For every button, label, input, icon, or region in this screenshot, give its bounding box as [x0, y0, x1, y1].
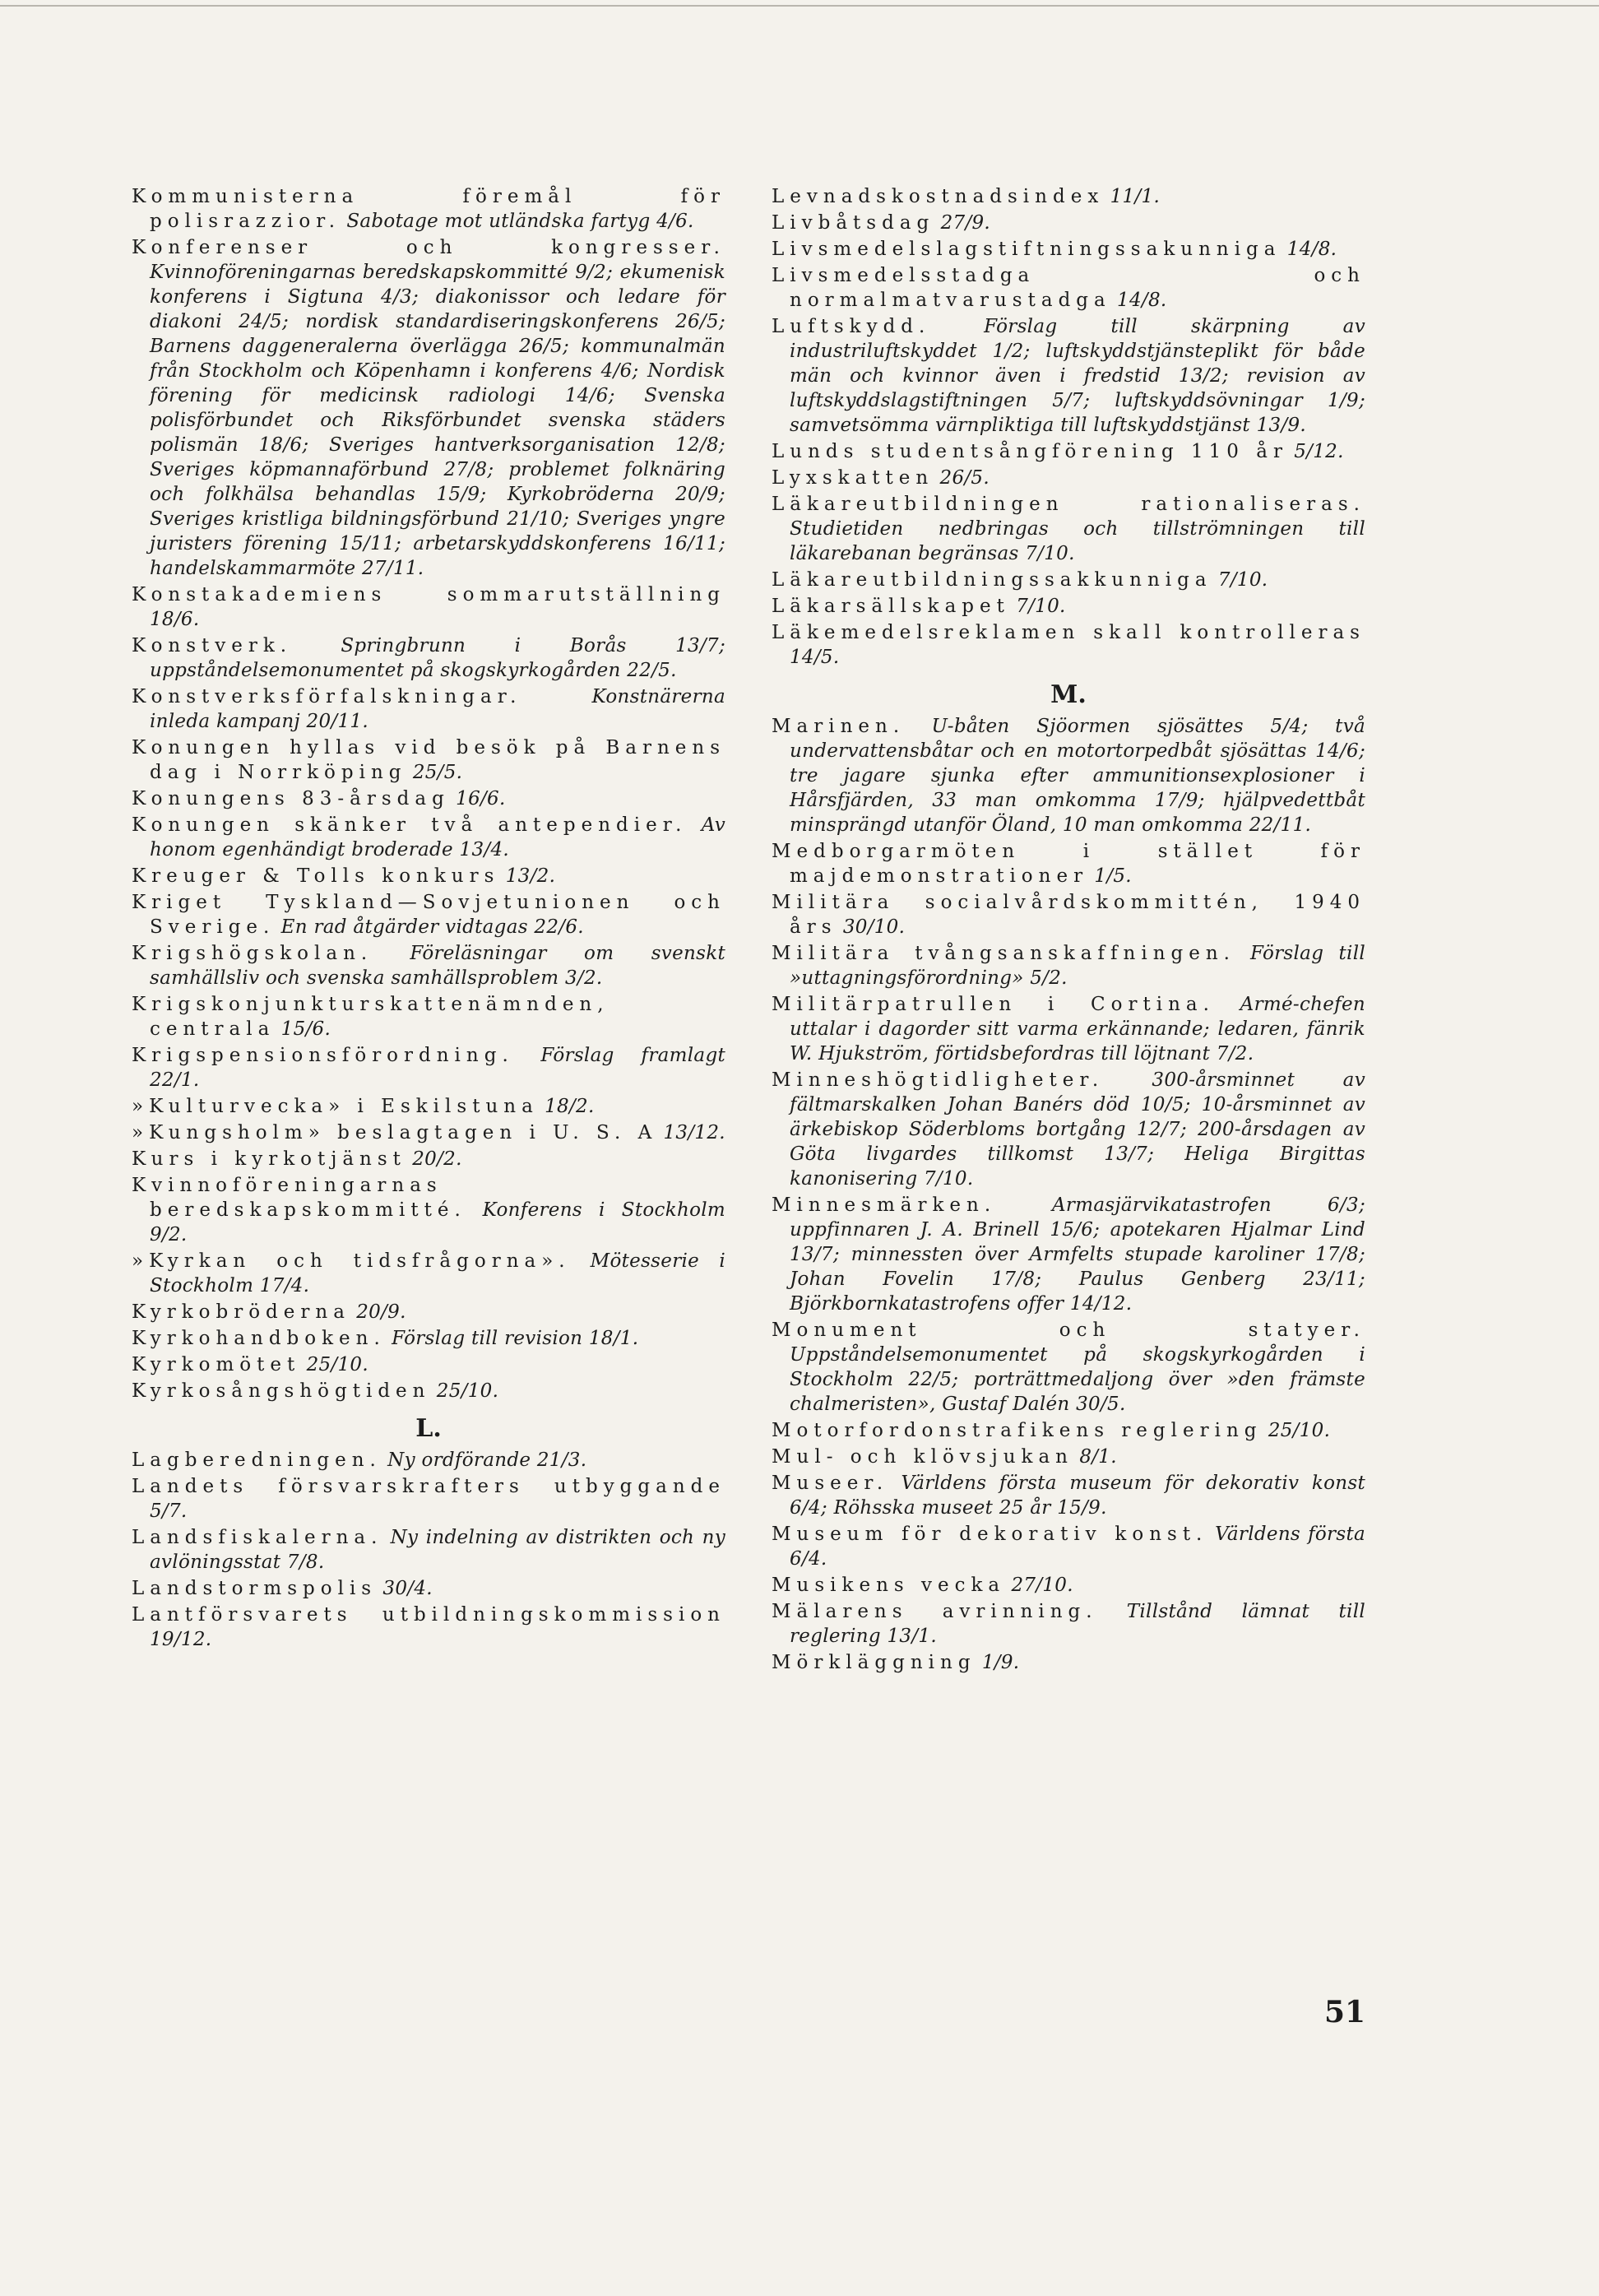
index-entry [772, 594, 1365, 619]
entry-text: Uppståndelsemonumentet på skogskyrkogården i Stockholm 22/5; porträttmedaljong över »den främste chalmeristen», Gustaf Dalén 30/5. [790, 1344, 1365, 1415]
index-entry [772, 1445, 1365, 1469]
index-entry [132, 1576, 725, 1601]
entry-text: 5/12. [1294, 441, 1344, 462]
entry-text: 14/8. [1286, 239, 1337, 260]
entry-text: Konstnärerna inleda kampanj 20/11. [150, 686, 725, 732]
entry-heading: Museum för dekorativ konst. [772, 1524, 1208, 1545]
entry-heading: Landets försvarskrafters utbyggande [132, 1476, 725, 1497]
entry-text: Världens första 6/4. [790, 1524, 1365, 1570]
index-entry [132, 1120, 725, 1145]
entry-heading: Militärpatrullen i Cortina. [772, 994, 1215, 1015]
entry-heading: Kyrkohandboken. [132, 1328, 386, 1349]
entry-text: 18/2. [545, 1096, 595, 1117]
index-entry [132, 1173, 725, 1247]
entry-heading: Krigspensionsförordning. [132, 1045, 514, 1066]
entry-text: Konferens i Stockholm 9/2. [150, 1199, 726, 1245]
entry-heading: Konungen skänker två antependier. [132, 814, 688, 836]
entry-heading: Kriget Tyskland—Sovjetunionen och Sverige. [132, 892, 725, 938]
entry-text: 5/7. [150, 1501, 188, 1522]
index-entry [772, 1418, 1365, 1443]
entry-heading: Kyrkobröderna [132, 1301, 350, 1323]
entry-heading: Kurs i kyrkotjänst [132, 1148, 406, 1170]
index-entry [772, 314, 1365, 438]
entry-heading: Livsmedelslagstiftningssakunniga [772, 239, 1282, 260]
index-entry [132, 1249, 725, 1298]
index-entry [772, 1318, 1365, 1417]
entry-text: 15/6. [280, 1018, 331, 1040]
entry-text: Springbrunn i Borås 13/7; uppståndelsemonumentet på skogskyrkogården 22/5. [150, 635, 725, 681]
entry-heading: Läkemedelsreklamen skall kontrolleras [772, 622, 1365, 643]
entry-heading: Kyrkosångshögtiden [132, 1380, 431, 1402]
entry-text: 13/12. [663, 1122, 725, 1143]
entry-text: U-båten Sjöormen sjösättes 5/4; två undervattensbåtar och en motortorpedbåt sjösättas 14/6; tre jagare sjunka efter ammunitionsexplosioner i Hårsfjärden, 33 man omkomma 17/9; hjälpvedettbåt minsprängd utanför Öland, 10 man omkomma 22/11. [790, 716, 1365, 836]
entry-heading: »Kulturvecka» i Eskilstuna [132, 1096, 539, 1117]
index-entry [132, 1147, 725, 1171]
entry-heading: Lantförsvarets utbildningskommission [132, 1604, 725, 1626]
entry-heading: Mörkläggning [772, 1652, 976, 1673]
entry-text: 25/10. [306, 1354, 368, 1375]
top-rule [0, 5, 1599, 7]
entry-heading: Museer. [772, 1473, 889, 1494]
section-letter-l: L. [415, 1414, 442, 1443]
index-entry [772, 237, 1365, 262]
entry-heading: Levnadskostnadsindex [772, 186, 1105, 207]
entry-heading: Krigshögskolan. [132, 943, 373, 964]
entry-heading: Krigskonjunkturskattenämnden, centrala [132, 994, 609, 1040]
entry-heading: Minnesmärken. [772, 1194, 997, 1216]
index-entry [772, 620, 1365, 670]
entry-heading: Kreuger & Tolls konkurs [132, 865, 500, 887]
entry-text: 1/5. [1094, 865, 1132, 887]
entry-heading: Livbåtsdag [772, 212, 935, 234]
index-entry [132, 735, 725, 785]
index-entry [772, 439, 1365, 464]
right-column [772, 184, 1365, 1677]
entry-text: 26/5. [939, 467, 990, 489]
index-entry [132, 813, 725, 862]
entry-heading: Landsfiskalerna. [132, 1527, 383, 1548]
entry-text: 25/5. [412, 762, 463, 783]
entry-heading: Militära tvångsanskaffningen. [772, 943, 1235, 964]
index-entry [132, 1448, 725, 1473]
entry-heading: Kvinnoföreningarnas beredskapskommitté. [132, 1175, 466, 1221]
entry-heading: Konstverk. [132, 635, 293, 656]
entry-text: Tillstånd lämnat till reglering 13/1. [790, 1601, 1366, 1647]
index-entry [772, 1471, 1365, 1520]
index-entry [132, 235, 725, 581]
entry-text: 20/9. [356, 1301, 406, 1323]
index-entry [132, 582, 725, 632]
entry-heading: Marinen. [772, 716, 906, 737]
entry-text: 19/12. [150, 1629, 212, 1650]
entry-heading: Lyxskatten [772, 467, 934, 489]
entry-text: 7/10. [1016, 596, 1066, 617]
index-entry [132, 992, 725, 1041]
index-entry [132, 890, 725, 939]
entry-text: 13/2. [505, 865, 556, 887]
entry-text: Studietiden nedbringas och tillströmningen till läkarebanan begränsas 7/10. [790, 518, 1365, 564]
index-entry [132, 786, 725, 811]
entry-heading: Läkareutbildningssakkunniga [772, 569, 1212, 591]
entry-text: 8/1. [1079, 1446, 1117, 1468]
entry-heading: Kyrkomötet [132, 1354, 301, 1375]
index-entry [132, 1474, 725, 1524]
entry-text: 16/6. [456, 788, 506, 809]
entry-heading: Musikens vecka [772, 1575, 1006, 1596]
index-entry [132, 1300, 725, 1324]
index-entry [772, 1650, 1365, 1675]
entry-heading: Militära socialvårdskommittén, 1940 års [772, 892, 1365, 938]
entry-heading: Konferenser och kongresser. [132, 237, 725, 258]
index-entry [132, 184, 725, 234]
entry-heading: Konungen hyllas vid besök på Barnens dag i Norrköping [132, 737, 725, 783]
entry-heading: Läkareutbildningen rationaliseras. [772, 494, 1365, 515]
entry-text: 7/10. [1217, 569, 1268, 591]
index-entry [772, 263, 1365, 313]
entry-heading: Konungens 83-årsdag [132, 788, 450, 809]
entry-text: Av honom egenhändigt broderade 13/4. [150, 814, 726, 860]
entry-text: Armasjärvikatastrofen 6/3; uppfinnaren J. A. Brinell 15/6; apotekaren Hjalmar Lind 13/7; minnessten över Armfelts stupade karoliner 17/8; Johan Fovelin 17/8; Paulus Genberg 23/11; Björkbornkatastrofens offer 14/12. [790, 1194, 1365, 1315]
index-entry [132, 1352, 725, 1377]
entry-text: Armé-chefen uttalar i dagorder sitt varma erkännande; ledaren, fänrik W. Hjukström, förtidsbefordras till löjtnant 7/2. [790, 994, 1366, 1065]
entry-text: 25/10. [1268, 1420, 1331, 1441]
entry-text: 27/9. [940, 212, 991, 234]
entry-text: 11/1. [1110, 186, 1161, 207]
index-entry [132, 1043, 725, 1092]
index-entry [132, 1094, 725, 1119]
entry-heading: Minneshögtidligheter. [772, 1069, 1105, 1091]
entry-heading: Mul- och klövsjukan [772, 1446, 1073, 1468]
entry-text: Världens första museum för dekorativ konst 6/4; Röhsska museet 25 år 15/9. [790, 1473, 1366, 1519]
entry-text: Sabotage mot utländska fartyg 4/6. [346, 211, 694, 232]
entry-heading: »Kyrkan och tidsfrågorna». [132, 1250, 571, 1272]
index-entry [772, 184, 1365, 209]
entry-text: Ny indelning av distrikten och ny avlöningsstat 7/8. [150, 1527, 725, 1573]
entry-text: 30/10. [842, 916, 906, 938]
entry-text: Kvinnoföreningarnas beredskapskommitté 9/2; ekumenisk konferens i Sigtuna 4/3; diakonissor och ledare för diakoni 24/5; nordisk standardiseringskonferens 26/5; Barnens daggeneralerna överlägga 26/5; kommunalmän från Stockholm och Köpenhamn i konferens 4/6; Nordisk förening för medicinsk radiologi 14/6; Svenska polisförbundet och Riksförbundet svenska städers polismän 18/6; Sveriges hantverksorganisation 12/8; Sveriges köpmannaförbund 27/8; problemet folknäring och folkhälsa behandlas 15/9; Kyrkobröderna 20/9; Sveriges kristliga bildningsförbund 21/10; Sveriges yngre juristers förening 15/11; arbetarskyddskonferens 16/11; handelskammarmöte 27/11. [150, 262, 725, 579]
index-entry [772, 1068, 1365, 1191]
entry-heading: Motorfordonstrafikens reglering [772, 1420, 1263, 1441]
entry-text: Förslag framlagt 22/1. [150, 1045, 726, 1091]
index-entry [772, 992, 1365, 1066]
index-entry [132, 1603, 725, 1652]
entry-heading: Luftskydd. [772, 316, 931, 337]
index-entry [772, 492, 1365, 566]
index-entry [132, 941, 725, 990]
index-entry [772, 1522, 1365, 1571]
index-entry [132, 1326, 725, 1351]
entry-text: Föreläsningar om svenskt samhällsliv och svenska samhällsproblem 3/2. [150, 943, 726, 989]
entry-text: En rad åtgärder vidtagas 22/6. [280, 916, 584, 938]
entry-heading: Lagberedningen. [132, 1449, 382, 1471]
index-entry [772, 1193, 1365, 1316]
entry-heading: Läkarsällskapet [772, 596, 1010, 617]
entry-heading: Monument och statyer. [772, 1320, 1365, 1341]
entry-heading: Konstakademiens sommarutställning [132, 584, 725, 605]
entry-heading: Mälarens avrinning. [772, 1601, 1098, 1622]
index-entry [772, 839, 1365, 888]
entry-text: Förslag till »uttagningsförordning» 5/2. [790, 943, 1366, 989]
entry-text: 18/6. [150, 609, 200, 630]
entry-heading: Livsmedelsstadga och normalmatvarustadga [772, 265, 1365, 311]
entry-heading: Konstverksförfalskningar. [132, 686, 522, 707]
entry-heading: Landstormspolis [132, 1578, 378, 1599]
index-entry [772, 568, 1365, 592]
index-entry [132, 684, 725, 734]
entry-text: Mötesserie i Stockholm 17/4. [150, 1250, 726, 1296]
entry-text: Förslag till skärpning av industriluftskyddet 1/2; luftskyddstjänsteplikt för både män och kvinnor även i fredstid 13/2; revision av luftskyddslagstiftningen 5/7; luftskyddsövningar 1/9; samvetsömma värnpliktiga till luftskyddstjänst 13/9. [790, 316, 1365, 436]
index-entry [132, 1379, 725, 1403]
entry-text: 27/10. [1011, 1575, 1073, 1596]
entry-heading: Medborgarmöten i stället för majdemonstrationer [772, 841, 1365, 887]
index-entry [772, 714, 1365, 837]
entry-text: 25/10. [436, 1380, 499, 1402]
entry-heading: »Kungsholm» beslagtagen i U. S. A [132, 1122, 658, 1143]
index-entry [772, 941, 1365, 990]
entry-text: 20/2. [412, 1148, 462, 1170]
entry-heading: Kommunisterna föremål för polisrazzior. [132, 186, 725, 232]
entry-heading: Lunds studentsångförening 110 år [772, 441, 1288, 462]
section-letter-m: M. [1050, 680, 1087, 709]
entry-text: Förslag till revision 18/1. [392, 1328, 639, 1349]
index-entry [772, 211, 1365, 235]
index-entry [132, 1525, 725, 1575]
entry-text: 30/4. [382, 1578, 433, 1599]
index-entry [132, 633, 725, 683]
index-entry [772, 890, 1365, 939]
entry-text: 300-årsminnet av fältmarskalken Johan Banérs död 10/5; 10-årsminnet av ärkebiskop Söderbloms bortgång 12/7; 200-årsdagen av Göta livgardes tillkomst 13/7; Heliga Birgittas kanonisering 7/10. [790, 1069, 1365, 1190]
index-entry [132, 864, 725, 888]
entry-text: Ny ordförande 21/3. [387, 1449, 587, 1471]
index-entry [772, 466, 1365, 490]
page-number: 51 [1324, 1995, 1366, 2029]
entry-text: 14/8. [1117, 290, 1167, 311]
index-entry [772, 1599, 1365, 1649]
left-column [132, 184, 725, 1654]
entry-text: 1/9. [981, 1652, 1020, 1673]
index-entry [772, 1573, 1365, 1598]
entry-text: 14/5. [790, 647, 840, 668]
